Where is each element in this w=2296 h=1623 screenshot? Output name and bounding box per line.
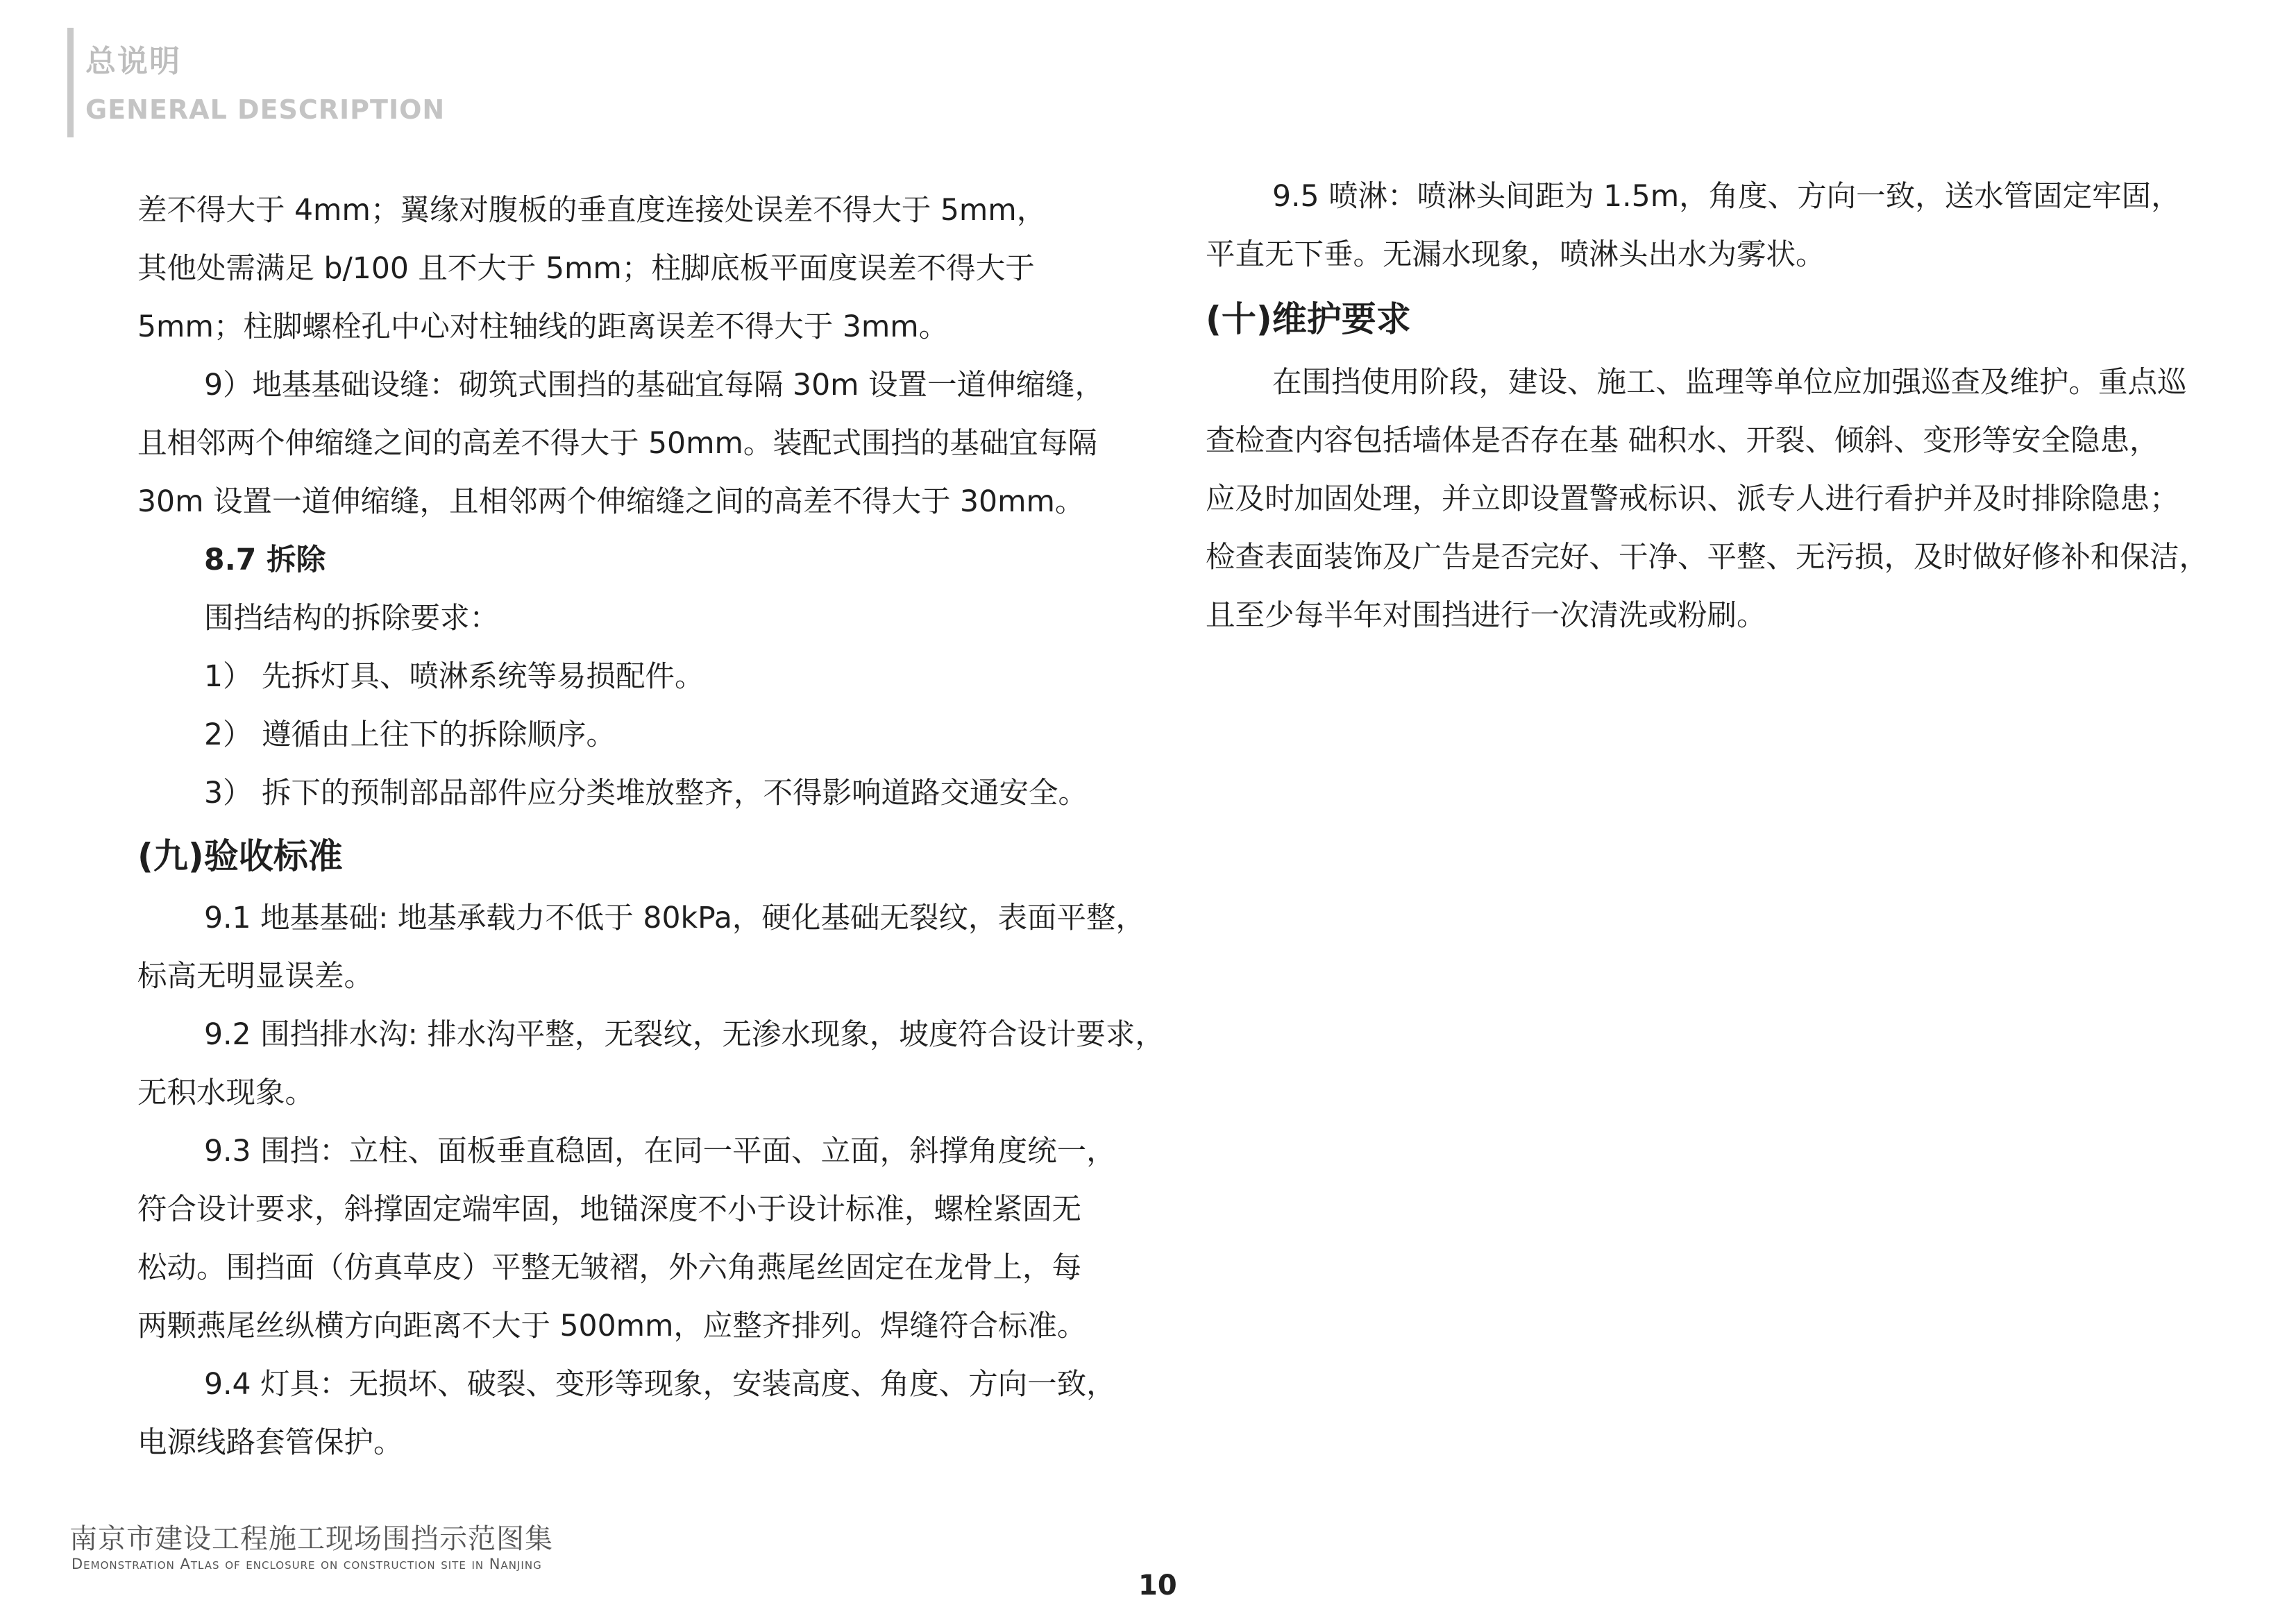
paragraph-line: 两颗燕尾丝纵横方向距离不大于 500mm，应整齐排列。焊缝符合标准。: [137, 1309, 1087, 1343]
paragraph-line: 且至少每半年对围挡进行一次清洗或粉刷。: [1206, 599, 1766, 633]
subsection-title-8-7: 8.7 拆除: [204, 543, 326, 577]
paragraph-line: 围挡结构的拆除要求：: [204, 602, 500, 636]
list-item: 1） 先拆灯具、喷淋系统等易损配件。: [204, 660, 704, 694]
paragraph-line: 9）地基基础设缝：砌筑式围挡的基础宜每隔 30m 设置一道伸缩缝，: [204, 368, 1105, 402]
list-item: 3） 拆下的预制部品部件应分类堆放整齐，不得影响道路交通安全。: [204, 776, 1088, 810]
paragraph-line: 9.2 围挡排水沟: 排水沟平整，无裂纹，无渗水现象，坡度符合设计要求，: [204, 1018, 1165, 1052]
header-title-cn: 总说明: [85, 44, 181, 79]
paragraph-line: 9.4 灯具：无损坏、破裂、变形等现象，安装高度、角度、方向一致，: [204, 1368, 1116, 1402]
paragraph-line: 5mm；柱脚螺栓孔中心对柱轴线的距离误差不得大于 3mm。: [137, 310, 949, 344]
paragraph-line: 差不得大于 4mm；翼缘对腹板的垂直度连接处误差不得大于 5mm，: [137, 194, 1047, 228]
header-title-en: GENERAL DESCRIPTION: [85, 94, 446, 125]
paragraph-line: 标高无明显误差。: [137, 960, 374, 994]
paragraph-line: 平直无下垂。无漏水现象，喷淋头出水为雾状。: [1206, 238, 1825, 272]
paragraph-line: 符合设计要求，斜撑固定端牢固，地锚深度不小于设计标准，螺栓紧固无: [137, 1193, 1082, 1227]
paragraph-line: 其他处需满足 b/100 且不大于 5mm；柱脚底板平面度误差不得大于: [137, 252, 1035, 286]
paragraph-line: 30m 设置一道伸缩缝，且相邻两个伸缩缝之间的高差不得大于 30mm。: [137, 485, 1085, 519]
footer-title-en: Demonstration Atlas of enclosure on construction site in Nanjing: [71, 1556, 542, 1572]
header-accent-bar: [67, 28, 74, 137]
paragraph-line: 9.3 围挡：立柱、面板垂直稳固，在同一平面、立面，斜撑角度统一，: [204, 1135, 1116, 1169]
list-item: 2） 遵循由上往下的拆除顺序。: [204, 718, 616, 752]
paragraph-line: 且相邻两个伸缩缝之间的高差不得大于 50mm。装配式围挡的基础宜每隔: [137, 427, 1097, 461]
paragraph-line: 检查表面装饰及广告是否完好、干净、平整、无污损，及时做好修补和保洁，: [1206, 541, 2209, 575]
paragraph-line: 应及时加固处理，并立即设置警戒标识、派专人进行看护并及时排除隐患；: [1206, 482, 2179, 516]
paragraph-line: 松动。围挡面（仿真草皮）平整无皱褶，外六角燕尾丝固定在龙骨上，每: [137, 1251, 1082, 1285]
section-title-10: (十)维护要求: [1206, 299, 1411, 339]
section-title-9: (九)验收标准: [137, 836, 343, 876]
paragraph-line: 在围挡使用阶段，建设、施工、监理等单位应加强巡查及维护。重点巡: [1272, 366, 2187, 400]
paragraph-line: 查检查内容包括墙体是否存在基 础积水、开裂、倾斜、变形等安全隐患，: [1206, 424, 2159, 458]
footer-title-cn: 南京市建设工程施工现场围挡示范图集: [69, 1523, 553, 1555]
left-column: [137, 182, 1165, 1472]
paragraph-line: 无积水现象。: [137, 1076, 315, 1110]
page-number: 10: [1138, 1570, 1177, 1601]
paragraph-line: 9.5 喷淋：喷淋头间距为 1.5m，角度、方向一致，送水管固定牢固，: [1272, 180, 2181, 214]
right-column: [1206, 168, 2245, 645]
paragraph-line: 9.1 地基基础: 地基承载力不低于 80kPa，硬化基础无裂纹，表面平整，: [204, 901, 1145, 935]
paragraph-line: 电源线路套管保护。: [137, 1426, 403, 1460]
